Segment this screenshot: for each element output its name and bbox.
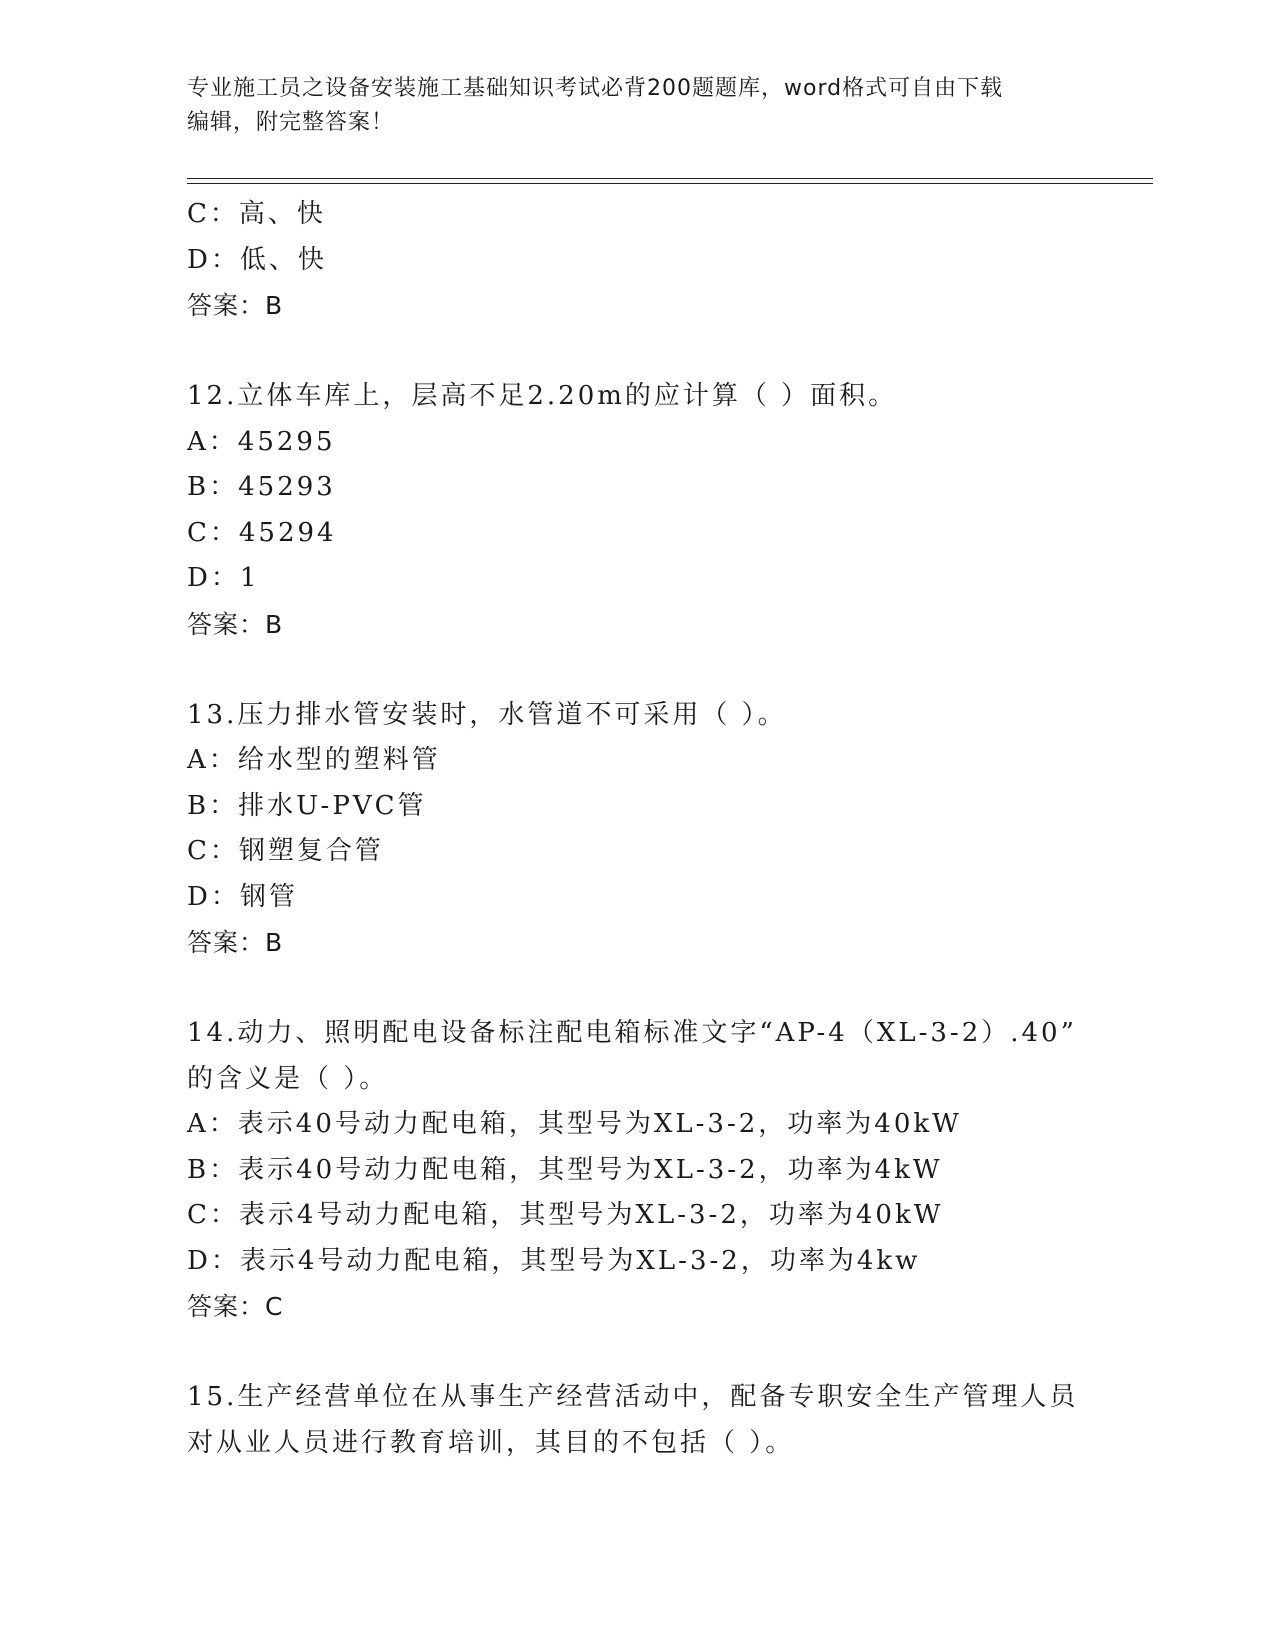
spacer	[187, 647, 1087, 693]
spacer	[187, 329, 1087, 375]
option-d: D：低、快	[187, 244, 327, 275]
question-stem-line-1: 15.生产经营单位在从事生产经营活动中，配备专职安全生产管理人员	[187, 1382, 1079, 1412]
header-title-line-2: 编辑，附完整答案！	[187, 110, 395, 135]
question-stem: 12.立体车库上，层高不足2.20m的应计算（ ）面积。	[187, 381, 898, 411]
spacer	[187, 966, 1087, 1012]
question-11	[187, 192, 1087, 329]
answer-line: 答案：B	[187, 291, 284, 320]
option-c: C：45294	[187, 517, 337, 548]
header-title-line-1: 专业施工员之设备安装施工基础知识考试必背200题题库，word格式可自由下载	[187, 76, 1004, 101]
option-c: C：表示4号动力配电箱，其型号为XL-3-2，功率为40kW	[187, 1200, 944, 1230]
question-stem: 13.压力排水管安装时，水管道不可采用（ ）。	[187, 699, 787, 730]
header-divider-top	[187, 178, 1153, 179]
option-c: C：高、快	[187, 199, 326, 229]
option-b: B：表示40号动力配电箱，其型号为XL-3-2，功率为4kW	[187, 1154, 943, 1185]
option-b: B：排水U-PVC管	[187, 790, 427, 821]
document-header	[187, 72, 1067, 140]
question-14	[187, 1011, 1087, 1330]
question-13	[187, 693, 1087, 966]
question-stem-line-2: 的含义是（ ）。	[187, 1063, 389, 1094]
option-d: D：1	[187, 563, 260, 593]
answer-line: 答案：C	[187, 1292, 284, 1321]
option-a: A：表示40号动力配电箱，其型号为XL-3-2，功率为40kW	[187, 1109, 962, 1139]
question-12	[187, 374, 1087, 647]
spacer	[187, 1330, 1087, 1376]
option-a: A：45295	[187, 426, 336, 457]
question-15	[187, 1375, 1087, 1466]
option-d: D：表示4号动力配电箱，其型号为XL-3-2，功率为4kw	[187, 1245, 921, 1276]
option-d: D：钢管	[187, 881, 298, 912]
question-list	[187, 192, 1087, 1466]
option-b: B：45293	[187, 472, 336, 502]
header-divider-bottom	[187, 183, 1153, 184]
question-stem-line-1: 14.动力、照明配电设备标注配电箱标准文字“AP-4（XL-3-2）.40”	[187, 1018, 1077, 1048]
option-c: C：钢塑复合管	[187, 836, 384, 866]
answer-line: 答案：B	[187, 928, 284, 957]
option-a: A：给水型的塑料管	[187, 745, 441, 775]
answer-line: 答案：B	[187, 609, 284, 639]
question-stem-line-2: 对从业人员进行教育培训，其目的不包括（ ）。	[187, 1427, 795, 1458]
